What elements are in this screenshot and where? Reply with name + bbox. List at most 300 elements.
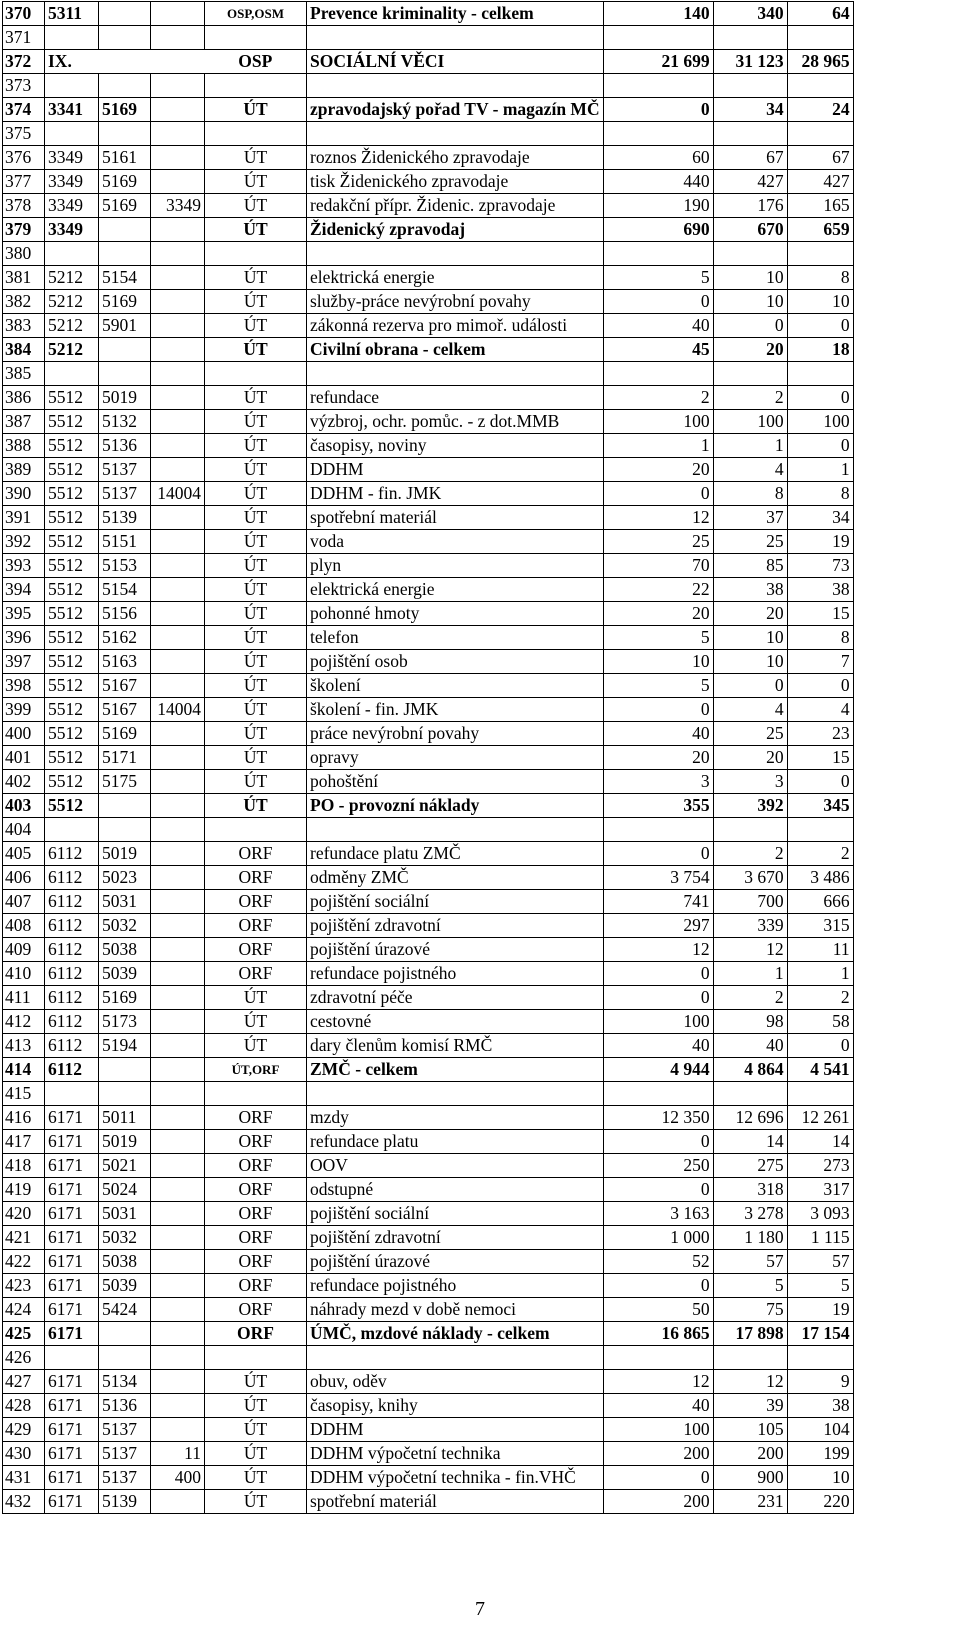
paragraph-code: 6171: [45, 1394, 99, 1418]
description: PO - provozní náklady: [307, 794, 604, 818]
item-code: 5162: [99, 626, 151, 650]
department: ÚT: [205, 626, 307, 650]
value-2: 12: [713, 1370, 787, 1394]
item-code: 5137: [99, 458, 151, 482]
department: ÚT: [205, 482, 307, 506]
table-row: [3, 74, 854, 98]
row-number: 412: [3, 1010, 45, 1034]
organization-code: [151, 1346, 205, 1370]
value-3: 3 093: [787, 1202, 853, 1226]
value-3: 104: [787, 1418, 853, 1442]
department: ÚT: [205, 722, 307, 746]
department: ÚT: [205, 746, 307, 770]
paragraph-code: IX.: [45, 50, 99, 74]
item-code: [99, 122, 151, 146]
item-code: 5137: [99, 1418, 151, 1442]
description: zákonná rezerva pro mimoř. události: [307, 314, 604, 338]
paragraph-code: 6112: [45, 866, 99, 890]
organization-code: [151, 362, 205, 386]
row-number: 391: [3, 506, 45, 530]
department: OSP,OSM: [205, 2, 307, 26]
row-number: 430: [3, 1442, 45, 1466]
value-3: 317: [787, 1178, 853, 1202]
department: ÚT: [205, 698, 307, 722]
value-2: [713, 242, 787, 266]
table-row: [3, 578, 854, 602]
value-2: 176: [713, 194, 787, 218]
paragraph-code: 5512: [45, 458, 99, 482]
item-code: 5424: [99, 1298, 151, 1322]
paragraph-code: 6112: [45, 842, 99, 866]
value-3: 7: [787, 650, 853, 674]
item-code: 5167: [99, 698, 151, 722]
paragraph-code: 5512: [45, 506, 99, 530]
value-1: 20: [603, 602, 713, 626]
paragraph-code: 6171: [45, 1298, 99, 1322]
department: ORF: [205, 890, 307, 914]
description: výzbroj, ochr. pomůc. - z dot.MMB: [307, 410, 604, 434]
paragraph-code: 5512: [45, 410, 99, 434]
organization-code: [151, 266, 205, 290]
row-number: 376: [3, 146, 45, 170]
paragraph-code: [45, 242, 99, 266]
row-number: 431: [3, 1466, 45, 1490]
value-3: 0: [787, 1034, 853, 1058]
row-number: 415: [3, 1082, 45, 1106]
department: ÚT: [205, 98, 307, 122]
value-1: 0: [603, 698, 713, 722]
item-code: [99, 218, 151, 242]
item-code: 5019: [99, 1130, 151, 1154]
organization-code: [151, 722, 205, 746]
value-2: [713, 362, 787, 386]
department: [205, 818, 307, 842]
organization-code: [151, 506, 205, 530]
paragraph-code: 6171: [45, 1466, 99, 1490]
table-row: [3, 1106, 854, 1130]
paragraph-code: 6171: [45, 1274, 99, 1298]
paragraph-code: [45, 362, 99, 386]
row-number: 392: [3, 530, 45, 554]
item-code: 5132: [99, 410, 151, 434]
paragraph-code: 6171: [45, 1442, 99, 1466]
value-3: 14: [787, 1130, 853, 1154]
row-number: 425: [3, 1322, 45, 1346]
value-1: 440: [603, 170, 713, 194]
value-2: 4: [713, 698, 787, 722]
item-code: 5169: [99, 170, 151, 194]
value-1: [603, 362, 713, 386]
item-code: 5153: [99, 554, 151, 578]
value-3: 67: [787, 146, 853, 170]
value-1: 3: [603, 770, 713, 794]
value-2: 10: [713, 290, 787, 314]
row-number: 372: [3, 50, 45, 74]
item-code: 5137: [99, 1442, 151, 1466]
organization-code: [151, 530, 205, 554]
value-1: 20: [603, 458, 713, 482]
paragraph-code: 5512: [45, 698, 99, 722]
paragraph-code: 5512: [45, 746, 99, 770]
item-code: 5031: [99, 1202, 151, 1226]
value-2: [713, 818, 787, 842]
item-code: 5156: [99, 602, 151, 626]
row-number: 413: [3, 1034, 45, 1058]
value-2: 8: [713, 482, 787, 506]
item-code: 5169: [99, 986, 151, 1010]
paragraph-code: 3341: [45, 98, 99, 122]
table-row: [3, 866, 854, 890]
value-3: 11: [787, 938, 853, 962]
department: ÚT: [205, 602, 307, 626]
department: ÚT: [205, 314, 307, 338]
value-1: 250: [603, 1154, 713, 1178]
description: Židenický zpravodaj: [307, 218, 604, 242]
table-body: [3, 2, 854, 1514]
row-number: 420: [3, 1202, 45, 1226]
description: spotřební materiál: [307, 506, 604, 530]
value-1: 40: [603, 722, 713, 746]
value-3: 1: [787, 962, 853, 986]
value-1: 0: [603, 962, 713, 986]
table-row: [3, 818, 854, 842]
row-number: 398: [3, 674, 45, 698]
item-code: 5137: [99, 482, 151, 506]
value-2: 10: [713, 266, 787, 290]
value-1: 5: [603, 674, 713, 698]
item-code: 5169: [99, 290, 151, 314]
table-row: [3, 26, 854, 50]
budget-table: [2, 1, 854, 1514]
organization-code: [151, 626, 205, 650]
department: ÚT: [205, 1034, 307, 1058]
organization-code: [151, 1274, 205, 1298]
table-row: [3, 554, 854, 578]
row-number: 403: [3, 794, 45, 818]
organization-code: [151, 578, 205, 602]
table-row: [3, 1418, 854, 1442]
item-code: 5194: [99, 1034, 151, 1058]
value-3: 10: [787, 290, 853, 314]
description: ZMČ - celkem: [307, 1058, 604, 1082]
item-code: 5171: [99, 746, 151, 770]
value-1: 10: [603, 650, 713, 674]
value-3: 34: [787, 506, 853, 530]
value-2: 39: [713, 1394, 787, 1418]
department: ÚT: [205, 338, 307, 362]
table-row: [3, 1370, 854, 1394]
organization-code: [151, 146, 205, 170]
row-number: 385: [3, 362, 45, 386]
value-1: 12: [603, 506, 713, 530]
row-number: 374: [3, 98, 45, 122]
value-3: 8: [787, 626, 853, 650]
paragraph-code: 5512: [45, 554, 99, 578]
organization-code: [151, 2, 205, 26]
row-number: 416: [3, 1106, 45, 1130]
table-row: [3, 2, 854, 26]
table-row: [3, 602, 854, 626]
value-1: 0: [603, 1274, 713, 1298]
organization-code: 400: [151, 1466, 205, 1490]
item-code: 5019: [99, 842, 151, 866]
item-code: 5136: [99, 1394, 151, 1418]
value-1: 741: [603, 890, 713, 914]
department: ÚT: [205, 410, 307, 434]
table-row: [3, 362, 854, 386]
row-number: 419: [3, 1178, 45, 1202]
row-number: 396: [3, 626, 45, 650]
value-3: 345: [787, 794, 853, 818]
paragraph-code: 5512: [45, 722, 99, 746]
description: pojištění osob: [307, 650, 604, 674]
value-2: 20: [713, 746, 787, 770]
value-3: 3 486: [787, 866, 853, 890]
row-number: 418: [3, 1154, 45, 1178]
department: ÚT: [205, 194, 307, 218]
department: ÚT: [205, 458, 307, 482]
value-3: 15: [787, 746, 853, 770]
department: [205, 74, 307, 98]
value-1: 297: [603, 914, 713, 938]
description: [307, 122, 604, 146]
department: ÚT: [205, 650, 307, 674]
item-code: 5137: [99, 1466, 151, 1490]
value-3: 24: [787, 98, 853, 122]
value-2: 900: [713, 1466, 787, 1490]
paragraph-code: 5512: [45, 626, 99, 650]
table-row: [3, 218, 854, 242]
value-1: 20: [603, 746, 713, 770]
paragraph-code: 5512: [45, 794, 99, 818]
description: refundace pojistného: [307, 1274, 604, 1298]
organization-code: [151, 1418, 205, 1442]
row-number: 382: [3, 290, 45, 314]
organization-code: [151, 986, 205, 1010]
organization-code: [151, 1226, 205, 1250]
department: ORF: [205, 962, 307, 986]
table-row: [3, 1034, 854, 1058]
value-2: 25: [713, 722, 787, 746]
paragraph-code: 6171: [45, 1130, 99, 1154]
value-3: 666: [787, 890, 853, 914]
organization-code: [151, 434, 205, 458]
value-1: 25: [603, 530, 713, 554]
value-2: 3 278: [713, 1202, 787, 1226]
value-3: 23: [787, 722, 853, 746]
value-1: 100: [603, 1418, 713, 1442]
organization-code: [151, 1058, 205, 1082]
table-row: [3, 50, 854, 74]
row-number: 389: [3, 458, 45, 482]
table-row: [3, 1322, 854, 1346]
description: [307, 1346, 604, 1370]
description: plyn: [307, 554, 604, 578]
organization-code: [151, 314, 205, 338]
value-2: 40: [713, 1034, 787, 1058]
page-number: 7: [475, 1598, 485, 1620]
paragraph-code: 6112: [45, 1058, 99, 1082]
value-2: 31 123: [713, 50, 787, 74]
description: časopisy, noviny: [307, 434, 604, 458]
value-2: 85: [713, 554, 787, 578]
value-2: 1: [713, 434, 787, 458]
paragraph-code: 6112: [45, 962, 99, 986]
row-number: 387: [3, 410, 45, 434]
value-1: 3 754: [603, 866, 713, 890]
value-2: 37: [713, 506, 787, 530]
description: zpravodajský pořad TV - magazín MČ: [307, 98, 604, 122]
value-1: 100: [603, 1010, 713, 1034]
description: mzdy: [307, 1106, 604, 1130]
value-2: 105: [713, 1418, 787, 1442]
organization-code: [151, 914, 205, 938]
value-2: 340: [713, 2, 787, 26]
organization-code: [151, 50, 205, 74]
value-1: 355: [603, 794, 713, 818]
description: pojištění úrazové: [307, 938, 604, 962]
value-3: 0: [787, 314, 853, 338]
table-row: [3, 434, 854, 458]
organization-code: 11: [151, 1442, 205, 1466]
organization-code: [151, 338, 205, 362]
item-code: [99, 362, 151, 386]
value-1: 50: [603, 1298, 713, 1322]
description: OOV: [307, 1154, 604, 1178]
organization-code: [151, 218, 205, 242]
description: časopisy, knihy: [307, 1394, 604, 1418]
description: odstupné: [307, 1178, 604, 1202]
value-3: 100: [787, 410, 853, 434]
organization-code: [151, 1130, 205, 1154]
value-1: 12: [603, 938, 713, 962]
organization-code: [151, 122, 205, 146]
paragraph-code: 5212: [45, 290, 99, 314]
table-row: [3, 506, 854, 530]
description: elektrická energie: [307, 578, 604, 602]
table-row: [3, 530, 854, 554]
organization-code: [151, 1154, 205, 1178]
paragraph-code: 6171: [45, 1250, 99, 1274]
value-2: 10: [713, 650, 787, 674]
row-number: 410: [3, 962, 45, 986]
table-row: [3, 626, 854, 650]
paragraph-code: 6112: [45, 890, 99, 914]
table-row: [3, 1010, 854, 1034]
row-number: 408: [3, 914, 45, 938]
department: ORF: [205, 914, 307, 938]
value-3: 28 965: [787, 50, 853, 74]
organization-code: [151, 1202, 205, 1226]
value-1: 1 000: [603, 1226, 713, 1250]
department: ÚT: [205, 578, 307, 602]
description: DDHM výpočetní technika - fin.VHČ: [307, 1466, 604, 1490]
department: ÚT: [205, 218, 307, 242]
department: ÚT: [205, 1490, 307, 1514]
paragraph-code: 6171: [45, 1490, 99, 1514]
row-number: 370: [3, 2, 45, 26]
organization-code: [151, 1298, 205, 1322]
value-3: [787, 362, 853, 386]
value-3: 10: [787, 1466, 853, 1490]
paragraph-code: 6171: [45, 1322, 99, 1346]
value-3: 38: [787, 578, 853, 602]
value-2: 0: [713, 674, 787, 698]
paragraph-code: 6112: [45, 1010, 99, 1034]
value-3: 2: [787, 842, 853, 866]
value-2: 57: [713, 1250, 787, 1274]
organization-code: [151, 842, 205, 866]
description: roznos Židenického zpravodaje: [307, 146, 604, 170]
value-2: 100: [713, 410, 787, 434]
value-3: 18: [787, 338, 853, 362]
table-row: [3, 458, 854, 482]
department: ORF: [205, 1178, 307, 1202]
organization-code: 3349: [151, 194, 205, 218]
paragraph-code: 5512: [45, 386, 99, 410]
organization-code: 14004: [151, 698, 205, 722]
organization-code: [151, 554, 205, 578]
description: SOCIÁLNÍ VĚCI: [307, 50, 604, 74]
value-3: 1 115: [787, 1226, 853, 1250]
table-row: [3, 1130, 854, 1154]
row-number: 400: [3, 722, 45, 746]
description: školení: [307, 674, 604, 698]
description: [307, 362, 604, 386]
value-3: [787, 74, 853, 98]
department: ORF: [205, 1130, 307, 1154]
description: redakční přípr. Židenic. zpravodaje: [307, 194, 604, 218]
item-code: 5901: [99, 314, 151, 338]
value-1: [603, 122, 713, 146]
value-1: [603, 242, 713, 266]
value-3: 15: [787, 602, 853, 626]
table-row: [3, 314, 854, 338]
value-2: 4: [713, 458, 787, 482]
item-code: 5032: [99, 1226, 151, 1250]
table-row: [3, 890, 854, 914]
value-2: 4 864: [713, 1058, 787, 1082]
value-1: 140: [603, 2, 713, 26]
row-number: 421: [3, 1226, 45, 1250]
department: ORF: [205, 938, 307, 962]
value-1: 40: [603, 1034, 713, 1058]
value-2: 20: [713, 602, 787, 626]
paragraph-code: 6171: [45, 1202, 99, 1226]
description: práce nevýrobní povahy: [307, 722, 604, 746]
value-2: 3 670: [713, 866, 787, 890]
value-1: [603, 818, 713, 842]
row-number: 417: [3, 1130, 45, 1154]
value-3: 19: [787, 1298, 853, 1322]
value-2: [713, 74, 787, 98]
organization-code: [151, 74, 205, 98]
value-3: 4: [787, 698, 853, 722]
row-number: 429: [3, 1418, 45, 1442]
organization-code: [151, 410, 205, 434]
department: ORF: [205, 1274, 307, 1298]
item-code: 5023: [99, 866, 151, 890]
value-1: 70: [603, 554, 713, 578]
value-3: 0: [787, 386, 853, 410]
paragraph-code: 3349: [45, 218, 99, 242]
value-2: 700: [713, 890, 787, 914]
paragraph-code: 6112: [45, 986, 99, 1010]
organization-code: [151, 1370, 205, 1394]
table-row: [3, 746, 854, 770]
item-code: [99, 1058, 151, 1082]
description: školení - fin. JMK: [307, 698, 604, 722]
